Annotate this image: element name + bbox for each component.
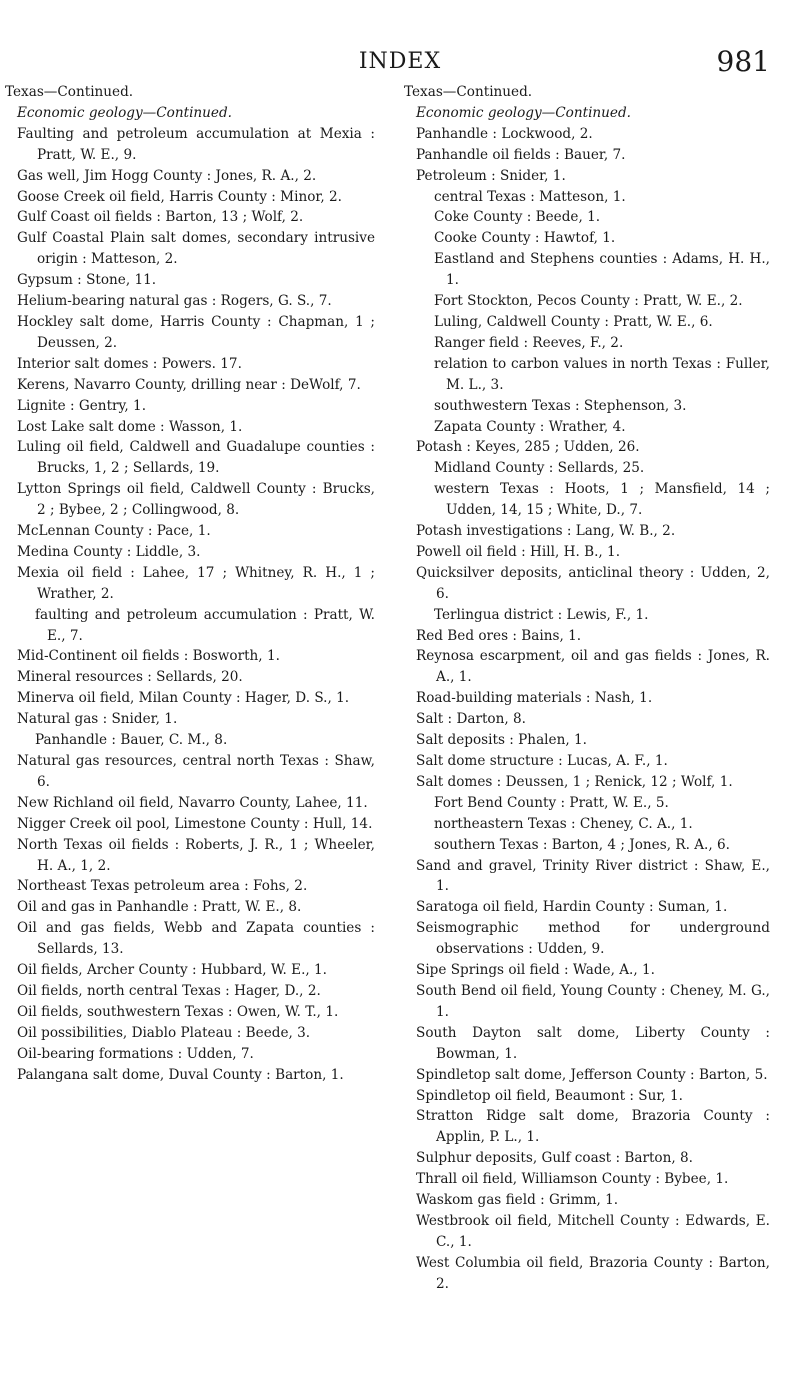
index-entry: Lost Lake salt dome : Wasson, 1. bbox=[17, 418, 243, 435]
index-entry: Potash : Keyes, 285 ; Udden, 26. bbox=[416, 439, 640, 456]
index-entry: Fort Bend County : Pratt, W. E., 5. bbox=[434, 794, 669, 811]
index-entry: South Bend oil field, Young County : Cheney, M. G., 1. bbox=[416, 982, 770, 1020]
index-entry: Saratoga oil field, Hardin County : Suman, 1. bbox=[416, 899, 728, 916]
index-entry: Petroleum : Snider, 1. bbox=[416, 167, 566, 184]
index-entry: Coke County : Beede, 1. bbox=[434, 209, 601, 226]
index-entry: Salt domes : Deussen, 1 ; Renick, 12 ; Wolf, 1. bbox=[416, 773, 733, 790]
index-entry: Thrall oil field, Williamson County : Bybee, 1. bbox=[416, 1171, 729, 1188]
index-entry: southwestern Texas : Stephenson, 3. bbox=[434, 397, 687, 414]
index-entry: Gulf Coastal Plain salt domes, secondary intrusive origin : Matteson, 2. bbox=[17, 230, 375, 268]
index-entry: Mineral resources : Sellards, 20. bbox=[17, 669, 243, 686]
index-entry: Eastland and Stephens counties : Adams, H. H., 1. bbox=[434, 251, 770, 289]
running-head bbox=[0, 0, 800, 80]
index-entry: Lignite : Gentry, 1. bbox=[17, 397, 147, 414]
index-entry: faulting and petroleum accumulation : Pratt, W. E., 7. bbox=[35, 606, 375, 644]
index-entry: North Texas oil fields : Roberts, J. R., 1 ; Wheeler, H. A., 1, 2. bbox=[17, 836, 375, 874]
right-index-column bbox=[404, 82, 770, 1295]
index-entry: Spindletop salt dome, Jefferson County : Barton, 5. bbox=[416, 1066, 768, 1083]
index-entry: western Texas : Hoots, 1 ; Mansfield, 14 ; Udden, 14, 15 ; White, D., 7. bbox=[434, 481, 770, 519]
index-entry: Midland County : Sellards, 25. bbox=[434, 460, 645, 477]
index-entry: Terlingua district : Lewis, F., 1. bbox=[434, 606, 649, 623]
index-entry: Quicksilver deposits, anticlinal theory : Udden, 2, 6. bbox=[416, 564, 770, 602]
index-entry: Helium-bearing natural gas : Rogers, G. S., 7. bbox=[17, 293, 332, 310]
index-entry: Luling, Caldwell County : Pratt, W. E., 6. bbox=[434, 313, 713, 330]
index-entry: Panhandle : Bauer, C. M., 8. bbox=[35, 732, 228, 749]
index-entry: Sipe Springs oil field : Wade, A., 1. bbox=[416, 962, 655, 979]
index-entry: Mexia oil field : Lahee, 17 ; Whitney, R. H., 1 ; Wrather, 2. bbox=[17, 564, 375, 602]
index-entry: Oil fields, Archer County : Hubbard, W. E., 1. bbox=[17, 962, 328, 979]
index-entry: Seismographic method for underground observations : Udden, 9. bbox=[416, 920, 770, 958]
index-entry: Hockley salt dome, Harris County : Chapman, 1 ; Deussen, 2. bbox=[17, 313, 375, 351]
index-entry: Natural gas resources, central north Texas : Shaw, 6. bbox=[17, 753, 375, 790]
index-entry: Salt : Darton, 8. bbox=[416, 711, 526, 728]
index-entry: Faulting and petroleum accumulation at Mexia : Pratt, W. E., 9. bbox=[17, 125, 375, 163]
page-title: INDEX bbox=[358, 49, 442, 74]
index-entry: Potash investigations : Lang, W. B., 2. bbox=[416, 523, 676, 540]
index-entry: Salt dome structure : Lucas, A. F., 1. bbox=[416, 753, 668, 769]
index-entry: northeastern Texas : Cheney, C. A., 1. bbox=[434, 815, 693, 832]
index-entry: McLennan County : Pace, 1. bbox=[17, 523, 211, 540]
index-entry: central Texas : Matteson, 1. bbox=[434, 188, 626, 205]
page-number: 981 bbox=[716, 45, 770, 78]
index-entry: Texas—Continued. bbox=[5, 84, 134, 100]
index-entry: Northeast Texas petroleum area : Fohs, 2. bbox=[17, 878, 308, 895]
index-entry: Road-building materials : Nash, 1. bbox=[416, 690, 653, 707]
index-entry: Oil possibilities, Diablo Plateau : Beede, 3. bbox=[17, 1024, 311, 1041]
index-entry: Gas well, Jim Hogg County : Jones, R. A., 2. bbox=[17, 167, 317, 184]
index-entry: relation to carbon values in north Texas : Fuller, M. L., 3. bbox=[434, 355, 770, 393]
index-entry: Interior salt domes : Powers. 17. bbox=[17, 355, 242, 372]
index-entry: Nigger Creek oil pool, Limestone County : Hull, 14. bbox=[17, 815, 373, 832]
index-entry: Panhandle : Lockwood, 2. bbox=[416, 125, 593, 142]
index-entry: Spindletop oil field, Beaumont : Sur, 1. bbox=[416, 1087, 683, 1104]
left-index-column bbox=[5, 82, 375, 1086]
index-entry: Powell oil field : Hill, H. B., 1. bbox=[416, 543, 621, 560]
index-entry: Sand and gravel, Trinity River district : Shaw, E., 1. bbox=[416, 857, 770, 895]
index-entry: Palangana salt dome, Duval County : Barton, 1. bbox=[17, 1066, 344, 1083]
index-entry: Oil-bearing formations : Udden, 7. bbox=[17, 1045, 254, 1062]
index-entry: Goose Creek oil field, Harris County : Minor, 2. bbox=[17, 188, 343, 205]
index-entry: Kerens, Navarro County, drilling near : DeWolf, 7. bbox=[17, 376, 361, 393]
index-entry: South Dayton salt dome, Liberty County : Bowman, 1. bbox=[416, 1024, 770, 1062]
index-entry: Natural gas : Snider, 1. bbox=[17, 711, 178, 728]
index-entry: Cooke County : Hawtof, 1. bbox=[434, 230, 616, 247]
index-entry: Westbrook oil field, Mitchell County : Edwards, E. C., 1. bbox=[416, 1212, 770, 1250]
index-entry: Fort Stockton, Pecos County : Pratt, W. E., 2. bbox=[434, 293, 743, 310]
index-entry: Oil fields, southwestern Texas : Owen, W. T., 1. bbox=[17, 1003, 339, 1020]
index-entry: Lytton Springs oil field, Caldwell County : Brucks, 2 ; Bybee, 2 ; Collingwood, 8. bbox=[17, 481, 375, 519]
index-entry: New Richland oil field, Navarro County, Lahee, 11. bbox=[17, 794, 368, 811]
index-entry: Waskom gas field : Grimm, 1. bbox=[416, 1192, 619, 1209]
index-entry: Minerva oil field, Milan County : Hager, D. S., 1. bbox=[17, 690, 350, 707]
index-entry: Luling oil field, Caldwell and Guadalupe counties : Brucks, 1, 2 ; Sellards, 19. bbox=[17, 439, 375, 477]
index-entry: Gypsum : Stone, 11. bbox=[17, 272, 157, 289]
index-entry: Reynosa escarpment, oil and gas fields : Jones, R. A., 1. bbox=[416, 648, 770, 686]
index-entry: Texas—Continued. bbox=[404, 84, 533, 100]
index-entry: Gulf Coast oil fields : Barton, 13 ; Wolf, 2. bbox=[17, 209, 304, 226]
index-entry: Stratton Ridge salt dome, Brazoria County : Applin, P. L., 1. bbox=[416, 1108, 770, 1146]
index-entry: Medina County : Liddle, 3. bbox=[17, 543, 201, 560]
index-entry: Red Bed ores : Bains, 1. bbox=[416, 627, 582, 644]
index-entry: southern Texas : Barton, 4 ; Jones, R. A., 6. bbox=[434, 836, 730, 853]
index-entry: Zapata County : Wrather, 4. bbox=[434, 418, 626, 435]
index-entry: Salt deposits : Phalen, 1. bbox=[416, 732, 587, 749]
index-entry: Sulphur deposits, Gulf coast : Barton, 8. bbox=[416, 1150, 693, 1167]
index-entry: West Columbia oil field, Brazoria County : Barton, 2. bbox=[416, 1254, 770, 1292]
index-entry: Oil and gas in Panhandle : Pratt, W. E., 8. bbox=[17, 899, 302, 916]
index-entry: Oil fields, north central Texas : Hager, D., 2. bbox=[17, 982, 321, 999]
index-entry: Mid-Continent oil fields : Bosworth, 1. bbox=[17, 648, 280, 665]
index-entry: Ranger field : Reeves, F., 2. bbox=[434, 334, 624, 351]
index-entry: Panhandle oil fields : Bauer, 7. bbox=[416, 146, 626, 163]
index-entry: Oil and gas fields, Webb and Zapata counties : Sellards, 13. bbox=[17, 920, 375, 958]
index-entry: Economic geology—Continued. bbox=[17, 104, 232, 121]
index-entry: Economic geology—Continued. bbox=[416, 104, 631, 121]
